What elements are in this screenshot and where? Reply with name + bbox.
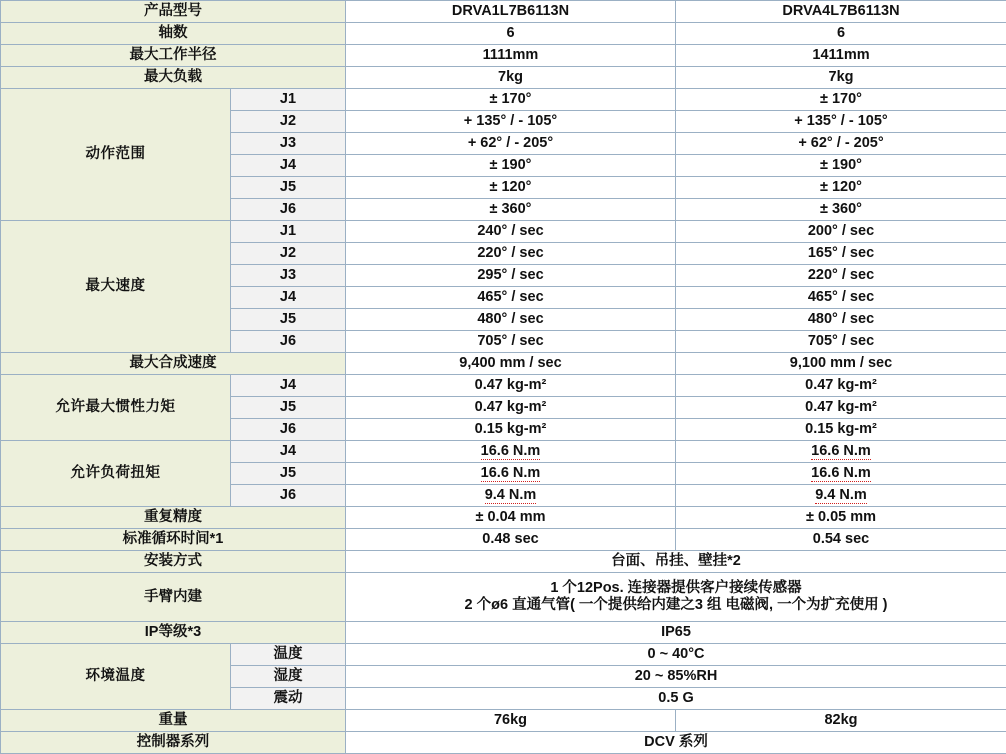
row-value-1 (346, 463, 676, 485)
joint-label: J2 (231, 111, 346, 133)
header-model-2: DRVA4L7B6113N (676, 1, 1006, 23)
table-row (1, 529, 1006, 551)
row-value-1 (346, 485, 676, 507)
row-value-2: 220° / sec (676, 265, 1006, 287)
row-value-2: 480° / sec (676, 309, 1006, 331)
row-value-1: 480° / sec (346, 309, 676, 331)
row-label-arm-builtin: 手臂内建 (1, 573, 346, 622)
joint-label: J4 (231, 287, 346, 309)
value-text: 16.6 N.m (481, 465, 541, 482)
row-value-2: ± 170° (676, 89, 1006, 111)
row-label-weight: 重量 (1, 710, 346, 732)
row-value-2: 82kg (676, 710, 1006, 732)
row-value-2: 7kg (676, 67, 1006, 89)
table-row (1, 45, 1006, 67)
row-value-1: 7kg (346, 67, 676, 89)
joint-label: J1 (231, 89, 346, 111)
joint-label: J2 (231, 243, 346, 265)
row-value-2: 1411mm (676, 45, 1006, 67)
row-value-ip-rating: IP65 (346, 622, 1006, 644)
joint-label: J3 (231, 265, 346, 287)
arm-builtin-line-1: 1 个12Pos. 连接器提供客户接续传感器 (346, 580, 1006, 597)
header-model-1: DRVA1L7B6113N (346, 1, 676, 23)
row-value-2: 200° / sec (676, 221, 1006, 243)
row-value-1: 1111mm (346, 45, 676, 67)
joint-label: J4 (231, 441, 346, 463)
row-value-2: 0.47 kg-m² (676, 397, 1006, 419)
table-row (1, 710, 1006, 732)
row-value-1: ± 190° (346, 155, 676, 177)
table-row (1, 644, 1006, 666)
value-text: 16.6 N.m (811, 443, 871, 460)
row-value-2: + 62° / - 205° (676, 133, 1006, 155)
value-text: 9.4 N.m (485, 487, 537, 504)
joint-label: J3 (231, 133, 346, 155)
row-value: 20 ~ 85%RH (346, 666, 1006, 688)
table-row (1, 89, 1006, 111)
sub-label: 湿度 (231, 666, 346, 688)
table-row (1, 441, 1006, 463)
row-value-1: ± 0.04 mm (346, 507, 676, 529)
row-value-2: ± 190° (676, 155, 1006, 177)
row-value-1: 0.48 sec (346, 529, 676, 551)
row-label-mounting: 安装方式 (1, 551, 346, 573)
row-label: 最大负载 (1, 67, 346, 89)
row-value-2: 705° / sec (676, 331, 1006, 353)
row-value-1: + 62° / - 205° (346, 133, 676, 155)
row-value-2: + 135° / - 105° (676, 111, 1006, 133)
table-row (1, 67, 1006, 89)
table-row (1, 221, 1006, 243)
joint-label: J4 (231, 375, 346, 397)
group-label-motion-range: 动作范围 (1, 89, 231, 221)
table-row (1, 622, 1006, 644)
row-label: 轴数 (1, 23, 346, 45)
row-value-2 (676, 485, 1006, 507)
joint-label: J5 (231, 397, 346, 419)
joint-label: J6 (231, 199, 346, 221)
row-value-1: 0.47 kg-m² (346, 375, 676, 397)
joint-label: J4 (231, 155, 346, 177)
row-value-1: ± 170° (346, 89, 676, 111)
row-value-2: ± 360° (676, 199, 1006, 221)
value-text: 16.6 N.m (811, 465, 871, 482)
arm-builtin-line-2: 2 个ø6 直通气管( 一个提供给内建之3 组 电磁阀, 一个为扩充使用 ) (346, 597, 1006, 614)
row-value-2: 9,100 mm / sec (676, 353, 1006, 375)
row-value-controller: DCV 系列 (346, 732, 1006, 754)
row-value-1: + 135° / - 105° (346, 111, 676, 133)
row-value-1: 0.47 kg-m² (346, 397, 676, 419)
group-label-environment: 环境温度 (1, 644, 231, 710)
table-row (1, 573, 1006, 622)
joint-label: J6 (231, 485, 346, 507)
joint-label: J5 (231, 463, 346, 485)
row-value-2: 465° / sec (676, 287, 1006, 309)
row-label: 最大工作半径 (1, 45, 346, 67)
group-label-allowable-torque: 允许负荷扭矩 (1, 441, 231, 507)
table-row (1, 732, 1006, 754)
row-value-1: ± 120° (346, 177, 676, 199)
row-label-cycle-time: 标准循环时间*1 (1, 529, 346, 551)
joint-label: J5 (231, 309, 346, 331)
row-value: 0 ~ 40°C (346, 644, 1006, 666)
row-value-2: 165° / sec (676, 243, 1006, 265)
row-value: 0.5 G (346, 688, 1006, 710)
row-label-ip-rating: IP等级*3 (1, 622, 346, 644)
row-label-controller: 控制器系列 (1, 732, 346, 754)
joint-label: J5 (231, 177, 346, 199)
joint-label: J1 (231, 221, 346, 243)
row-value-1: 9,400 mm / sec (346, 353, 676, 375)
table-row (1, 375, 1006, 397)
row-label-repeatability: 重复精度 (1, 507, 346, 529)
table-header-row (1, 1, 1006, 23)
row-value-2: ± 0.05 mm (676, 507, 1006, 529)
row-value-2: 0.15 kg-m² (676, 419, 1006, 441)
row-value-2 (676, 463, 1006, 485)
row-value-1: 0.15 kg-m² (346, 419, 676, 441)
header-label: 产品型号 (1, 1, 346, 23)
row-value-2 (676, 441, 1006, 463)
row-value-2: ± 120° (676, 177, 1006, 199)
row-value-2: 6 (676, 23, 1006, 45)
joint-label: J6 (231, 419, 346, 441)
table-row (1, 353, 1006, 375)
row-value-1: ± 360° (346, 199, 676, 221)
row-value-1: 295° / sec (346, 265, 676, 287)
group-label-allowable-inertia: 允许最大惯性力矩 (1, 375, 231, 441)
group-label-max-speed: 最大速度 (1, 221, 231, 353)
value-text: 16.6 N.m (481, 443, 541, 460)
table-row (1, 507, 1006, 529)
row-value-2: 0.47 kg-m² (676, 375, 1006, 397)
row-value-1: 465° / sec (346, 287, 676, 309)
joint-label: J6 (231, 331, 346, 353)
row-value-arm-builtin (346, 573, 1006, 622)
table-row (1, 551, 1006, 573)
row-label-combined-speed: 最大合成速度 (1, 353, 346, 375)
table-row (1, 23, 1006, 45)
sub-label: 震动 (231, 688, 346, 710)
sub-label: 温度 (231, 644, 346, 666)
row-value-1: 76kg (346, 710, 676, 732)
row-value-1 (346, 441, 676, 463)
row-value-1: 240° / sec (346, 221, 676, 243)
row-value-1: 220° / sec (346, 243, 676, 265)
row-value-mounting: 台面、吊挂、壁挂*2 (346, 551, 1006, 573)
row-value-1: 6 (346, 23, 676, 45)
row-value-2: 0.54 sec (676, 529, 1006, 551)
value-text: 9.4 N.m (815, 487, 867, 504)
row-value-1: 705° / sec (346, 331, 676, 353)
